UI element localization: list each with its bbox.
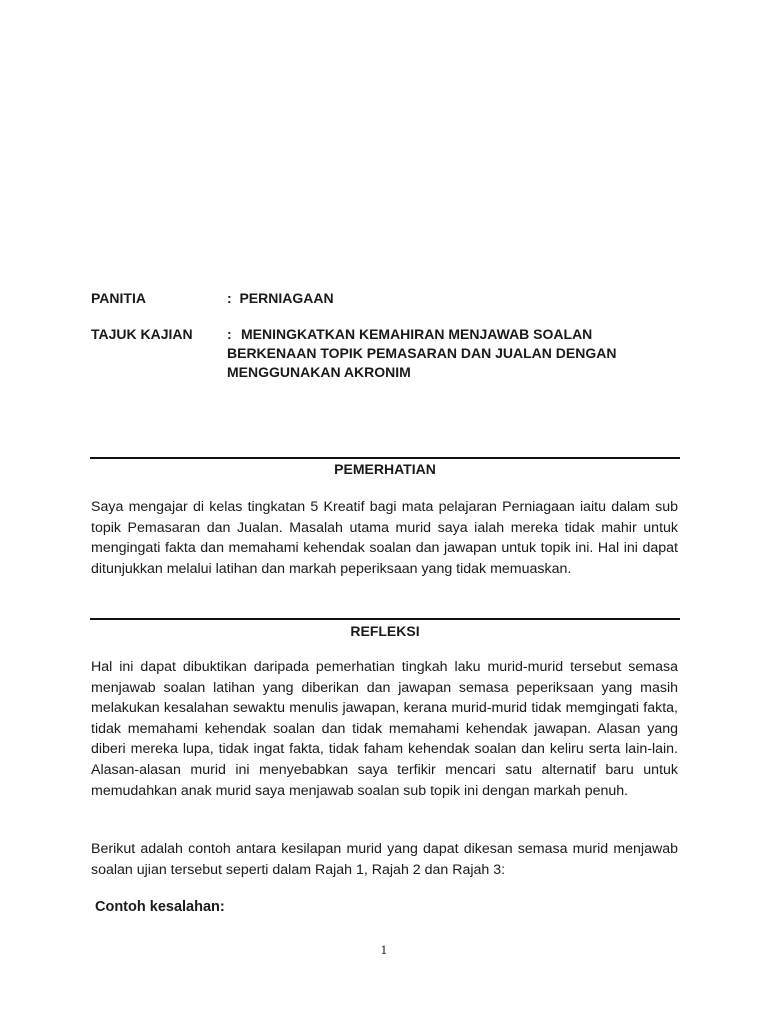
meta-colon-tajuk-kajian: : (227, 326, 232, 342)
meta-row-tajuk-kajian (91, 325, 651, 385)
paragraph-pemerhatian: Saya mengajar di kelas tingkatan 5 Kreatif bagi mata pelajaran Perniagaan iaitu dalam sub topik Pemasaran dan Jualan. Masalah utama murid saya ialah mereka tidak mahir untuk mengingati fakta dan memahami kehendak soalan dan jawapan untuk topik ini. Hal ini dapat ditunjukkan melalui latihan dan markah peperiksaan yang tidak memuaskan. (91, 499, 678, 577)
subheading-contoh-kesalahan: Contoh kesalahan: (95, 899, 225, 915)
meta-value-tajuk-kajian: MENINGKATKAN KEMAHIRAN MENJAWAB SOALAN BERKENAAN TOPIK PEMASARAN DAN JUALAN DENGAN MENGGUNAKAN AKRONIM (227, 326, 617, 380)
meta-colon-panitia: : (227, 290, 232, 306)
meta-value-panitia (227, 289, 647, 308)
meta-value-panitia-text: PERNIAGAAN (239, 290, 334, 306)
paragraph-refleksi-2: Berikut adalah contoh antara kesilapan murid yang dapat dikesan semasa murid menjawab soalan ujian tersebut seperti dalam Rajah 1, Rajah 2 dan Rajah 3: (91, 841, 678, 878)
section-heading-pemerhatian: PEMERHATIAN (334, 461, 436, 477)
page-number: 1 (380, 944, 388, 957)
meta-label-panitia: PANITIA (91, 290, 146, 306)
section-heading-refleksi: REFLEKSI (350, 623, 420, 639)
paragraph-refleksi-1: Hal ini dapat dibuktikan daripada pemerhatian tingkah laku murid-murid tersebut semasa menjawab soalan latihan yang diberikan dan jawapan semasa peperiksaan yang masih melakukan kesalahan sewaktu menulis jawapan, kerana murid-murid tidak memgingati fakta, tidak memahami kehendak soalan dan tidak memahami kehendak jawapan. Alasan yang diberi mereka lupa, tidak ingat fakta, tidak faham kehendak soalan dan keliru serta lain-lain. Alasan-alasan murid ini menyebabkan saya terfikir mencari satu alternatif baru untuk memudahkan anak murid saya menjawab soalan sub topik ini dengan markah penuh. (91, 659, 678, 799)
section-divider-refleksi (90, 618, 680, 620)
section-divider-pemerhatian (90, 457, 680, 459)
meta-row-panitia (91, 289, 651, 308)
meta-label-tajuk-kajian: TAJUK KAJIAN (91, 326, 193, 342)
